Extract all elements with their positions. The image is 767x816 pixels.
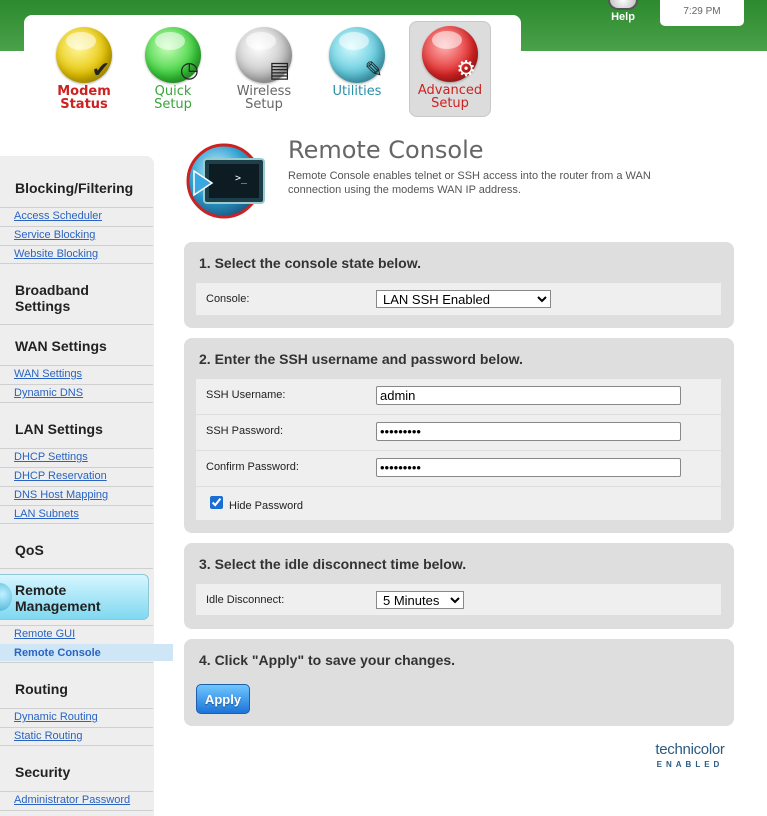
nav-modem-status-label: Modem Status [57,84,111,112]
divider [0,448,153,449]
brand-sub: ENABLED [656,760,724,769]
divider [0,486,153,487]
confirm-password-row [196,451,721,486]
section-title: 2. Enter the SSH username and password below. [199,351,523,367]
divider [0,745,153,746]
section-console-state [184,242,734,328]
confirm-password-label: Confirm Password: [206,461,299,473]
check-icon: ✔ [91,57,110,82]
gears-icon: ⚙ [456,56,476,81]
brand-name: technicolor [655,741,725,758]
divider [0,791,153,792]
nav-utilities[interactable] [317,27,397,117]
sidebar-item-website-blocking[interactable]: Website Blocking [14,248,99,260]
sidebar-item-dhcp-reservation[interactable]: DHCP Reservation [14,470,107,482]
divider [0,727,153,728]
divider [0,467,153,468]
idle-disconnect-select[interactable] [376,591,464,609]
wireless-setup-icon [236,27,292,83]
sidebar-item-dynamic-dns[interactable]: Dynamic DNS [14,387,84,399]
remote-console-icon [182,141,266,219]
sidebar-head-routing[interactable]: Routing [15,681,68,697]
divider [0,245,153,246]
sidebar-item-remote-gui[interactable]: Remote GUI [14,628,76,640]
modem-status-icon [56,27,112,83]
idle-disconnect-row [196,584,721,615]
sidebar-item-lan-subnets[interactable]: LAN Subnets [14,508,79,520]
remote-management-icon [0,583,12,611]
divider [0,263,153,264]
ssh-password-row [196,415,721,450]
divider [0,708,153,709]
sidebar-head-security[interactable]: Security [15,764,71,780]
console-label: Console: [206,293,250,305]
clock-box [660,0,744,26]
ssh-username-input[interactable] [376,386,681,405]
page-title: Remote Console [288,136,484,164]
sidebar-head-wan[interactable]: WAN Settings [15,338,107,354]
console-row [196,283,721,315]
hide-password-row [196,487,721,520]
help-icon [608,0,638,10]
help-label: Help [611,11,635,23]
nav-advanced-setup-label: Advanced Setup [417,83,483,111]
nav-quick-setup[interactable] [133,27,213,117]
ssh-username-label: SSH Username: [206,389,286,401]
nav-wireless-setup-label: Wireless Setup [236,84,292,112]
router-icon: ▤ [269,57,290,82]
page-description: Remote Console enables telnet or SSH access into the router from a WAN connection using the modems WAN IP address. [288,170,651,196]
utilities-icon [329,27,385,83]
ssh-password-label: SSH Password: [206,425,284,437]
divider [0,226,153,227]
hide-password-label[interactable]: Hide Password [229,500,303,512]
sidebar [0,156,154,816]
nav-advanced-setup[interactable] [409,21,491,117]
confirm-password-input[interactable] [376,458,681,477]
sidebar-head-remote[interactable]: Remote Management [15,582,101,614]
divider [0,402,153,403]
sidebar-head-lan[interactable]: LAN Settings [15,421,103,437]
technicolor-logo [648,742,732,769]
advanced-setup-icon [422,26,478,82]
nav-utilities-label: Utilities [332,84,382,99]
section-ssh-credentials [184,338,734,533]
sidebar-head-broadband[interactable]: Broadband Settings [15,282,89,314]
sidebar-item-remote-console-label[interactable]: Remote Console [14,647,101,659]
sidebar-item-wan-settings[interactable]: WAN Settings [14,368,83,380]
section-title: 4. Click "Apply" to save your changes. [199,652,456,668]
divider [0,384,153,385]
help-button[interactable] [600,0,646,28]
divider [0,625,153,626]
ssh-username-row [196,379,721,414]
sidebar-item-dns-host-mapping[interactable]: DNS Host Mapping [14,489,109,501]
quick-setup-icon [145,27,201,83]
console-select[interactable] [376,290,551,308]
nav-modem-status[interactable] [44,27,124,117]
sidebar-head-blocking[interactable]: Blocking/Filtering [15,180,134,196]
section-title: 3. Select the idle disconnect time below. [199,556,467,572]
section-apply [184,639,734,726]
clock-time: 7:29 PM [683,6,721,17]
sidebar-item-static-routing[interactable]: Static Routing [14,730,83,742]
section-title: 1. Select the console state below. [199,255,421,271]
svg-text:>_: >_ [235,173,248,184]
divider [0,523,153,524]
divider [0,505,153,506]
sidebar-head-qos[interactable]: QoS [15,542,44,558]
divider [0,568,153,569]
divider [0,365,153,366]
nav-wireless-setup[interactable] [224,27,304,117]
sidebar-item-access-scheduler[interactable]: Access Scheduler [14,210,103,222]
sidebar-item-service-blocking[interactable]: Service Blocking [14,229,96,241]
sidebar-item-dynamic-routing[interactable]: Dynamic Routing [14,711,98,723]
sidebar-item-administrator-password[interactable]: Administrator Password [14,794,131,806]
section-idle-disconnect [184,543,734,629]
nav-quick-setup-label: Quick Setup [154,84,192,112]
clock-icon: ◷ [179,57,199,82]
tools-icon: ✎ [364,57,383,82]
divider [0,207,153,208]
apply-button[interactable]: Apply [196,684,250,714]
idle-disconnect-label: Idle Disconnect: [206,594,285,606]
ssh-password-input[interactable] [376,422,681,441]
hide-password-checkbox[interactable] [210,496,223,509]
divider [0,662,153,663]
sidebar-item-dhcp-settings[interactable]: DHCP Settings [14,451,88,463]
divider [0,324,153,325]
